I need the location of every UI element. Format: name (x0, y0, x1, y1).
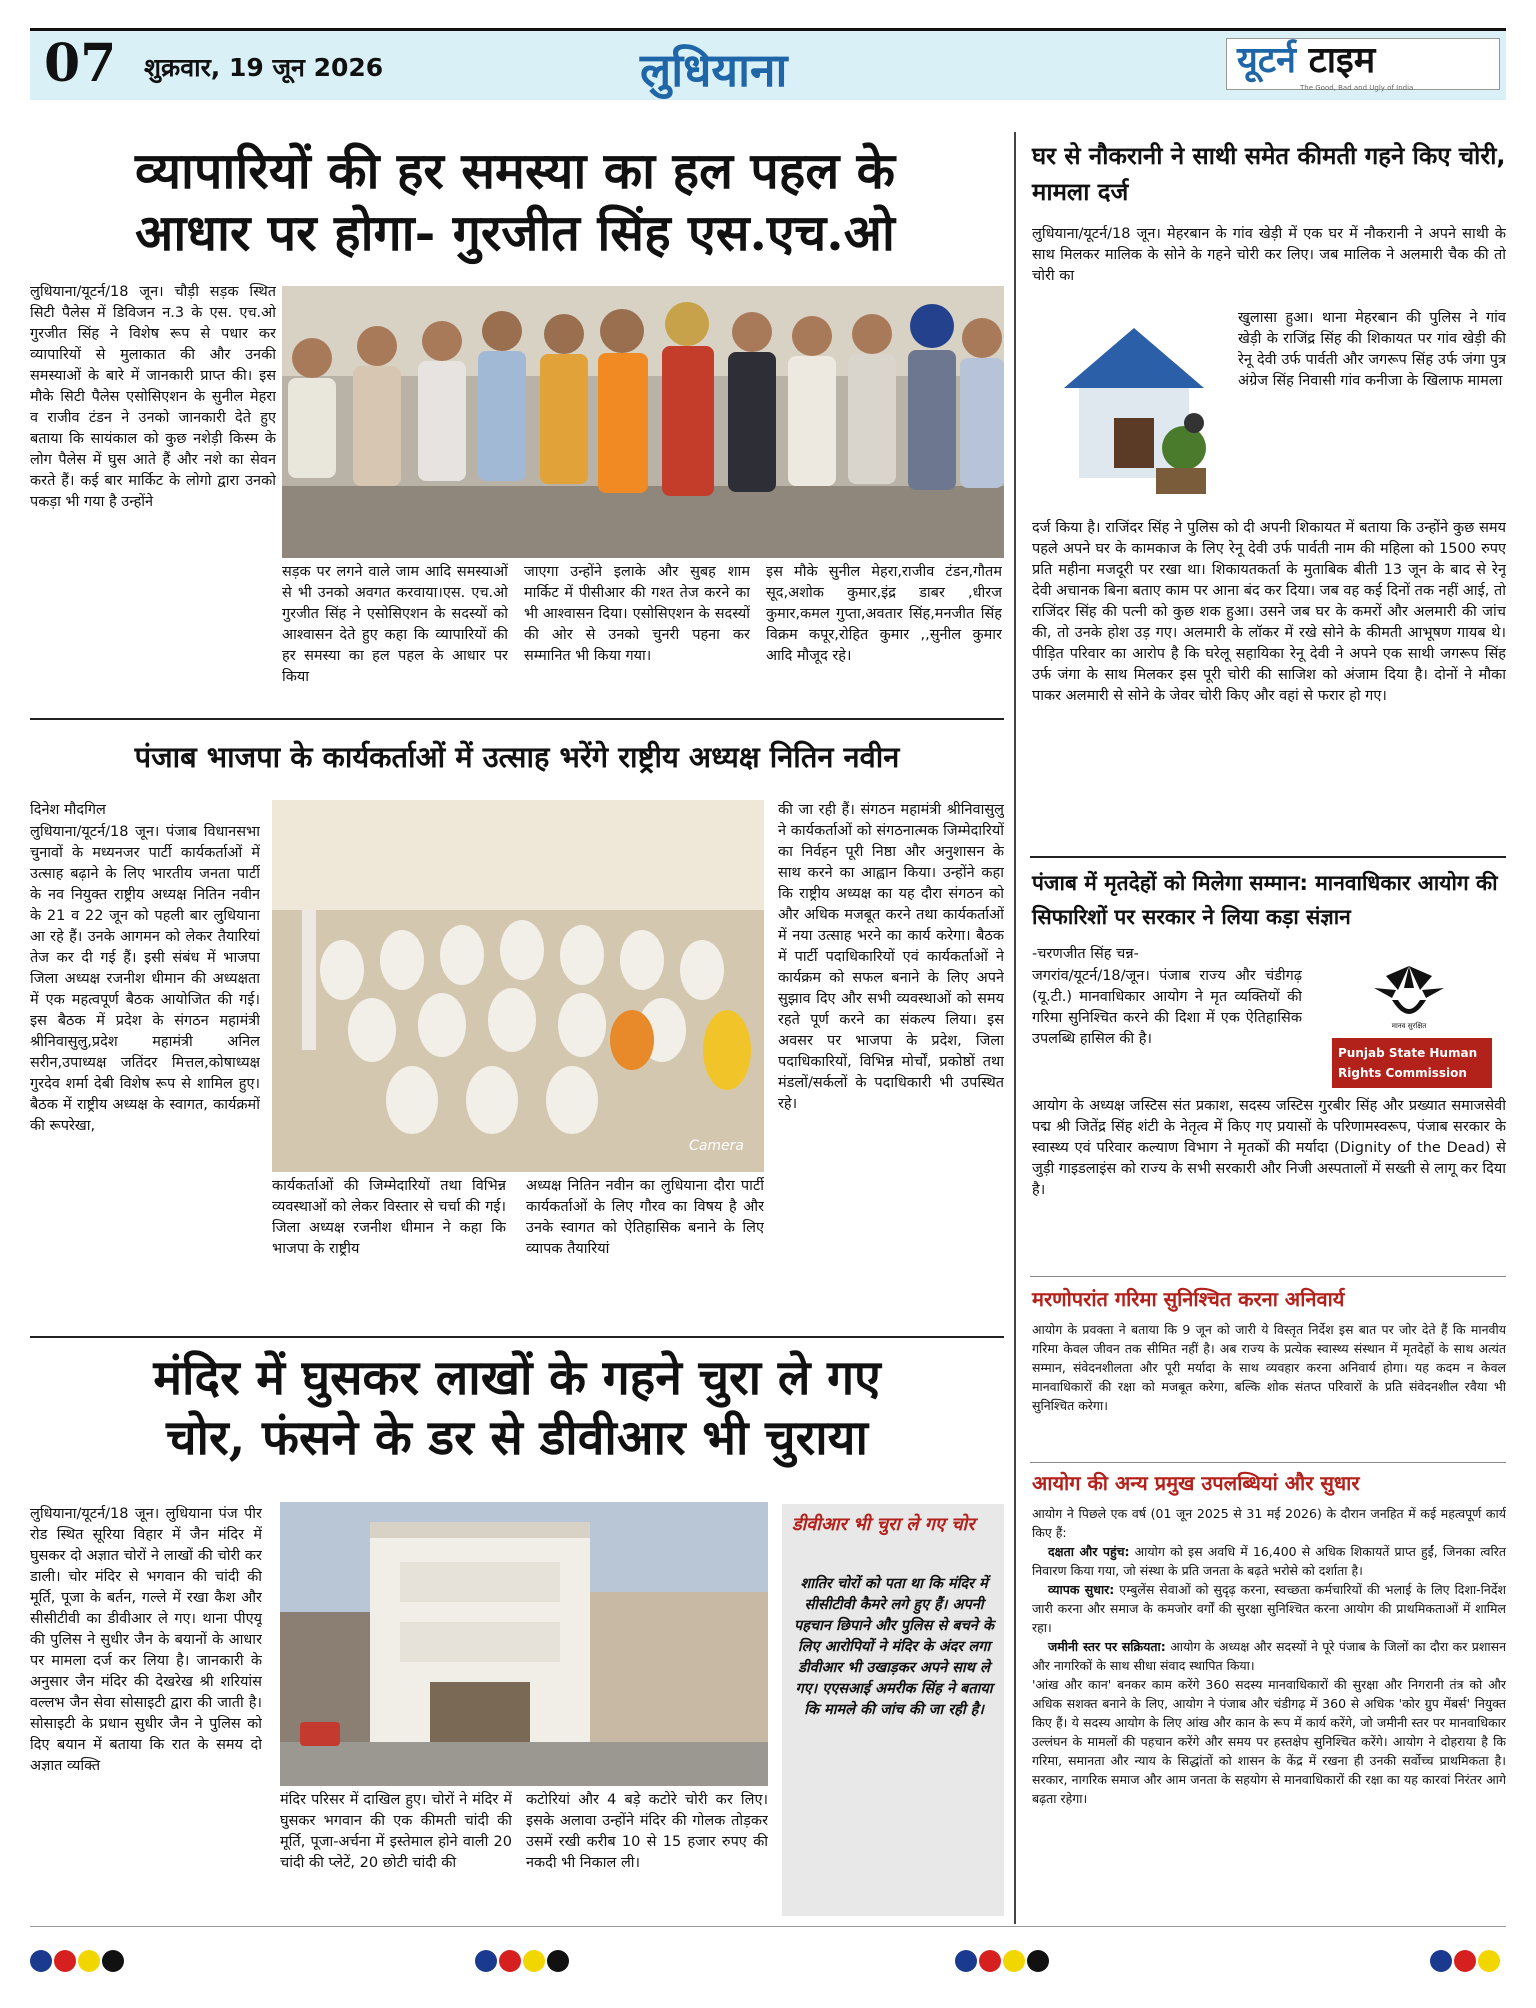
story3-col2-text: मंदिर परिसर में दाखिल हुए। चोरों ने मंदिर में घुसकर भगवान की एक कीमती चांदी की मूर्ति, पूजा-अर्चना में इस्तेमाल होने वाली 20 चांदी की प्लेटें, 20 छोटी चांदी की (280, 1792, 512, 1871)
story1-col2 (282, 562, 508, 712)
story2-col3 (526, 1176, 764, 1326)
story-separator (30, 1336, 1004, 1338)
issue-date: शुक्रवार, 19 जून 2026 (144, 53, 384, 82)
story5-subhead1: मरणोपरांत गरिमा सुनिश्चित करना अनिवार्य (1032, 1287, 1345, 1311)
story5-body (1032, 1096, 1506, 1270)
story5-byline: -चरणजीत सिंह चन्न- (1032, 946, 1139, 962)
item2-label: व्यापक सुधार: (1048, 1582, 1115, 1597)
page-number: 07 (44, 33, 117, 94)
story1-col4 (766, 562, 1002, 712)
story1-col1 (30, 282, 276, 702)
section-city-title: लुधियाना (640, 43, 788, 97)
reg-dot-yellow (523, 1950, 545, 1972)
story2-col4 (778, 800, 1004, 1320)
story2-photo (272, 800, 764, 1172)
story1-photo (282, 286, 1004, 558)
phrc-logo-caption: मानव सुरक्षित (1391, 1022, 1427, 1030)
story3-col1 (30, 1504, 262, 1916)
story5-body-text: आयोग के अध्यक्ष जस्टिस संत प्रकाश, सदस्य जस्टिस गुरबीर सिंह और प्रख्यात समाजसेवी पद्म श्री जितेंद्र सिंह शंटी के नेतृत्व में किए गए प्रयासों के परिणामस्वरूप, पंजाब सरकार के स्वास्थ्य एवं परिवार कल्याण विभाग ने मृतकों की मर्यादा (Dignity of the Dead) से जुड़ी गाइडलाइंस को राज्य के सभी सरकारी और निजी अस्पतालों में सख्ती से लागू कर दिया है। (1032, 1098, 1506, 1198)
logo-tagline: The Good, Bad and Ugly of India (1300, 84, 1414, 92)
story2-col4-text: की जा रही हैं। संगठन महामंत्री श्रीनिवासुलु ने कार्यकर्ताओं को संगठनात्मक जिम्मेदारियों का निर्वहन पूरी निष्ठा और अनुशासन के साथ करने का आह्वान किया। उन्होंने कहा कि राष्ट्रीय अध्यक्ष का यह दौरा संगठन को और अधिक मजबूत करने तथा कार्यकर्ताओं में नया उत्साह भरने का कार्य करेगा। बैठक में पार्टी पदाधिकारियों एवं कार्यकर्ताओं ने कार्यक्रम को सफल बनाने के लिए अपने सुझाव दिए और सभी व्यवस्थाओं को समय रहते पूर्ण करने का संकल्प लिया। इस अवसर पर भाजपा के प्रदेश, जिला पदाधिकारियों, विभिन्न मोर्चों, प्रकोष्ठों तथा मंडलों/सर्कलों के पदाधिकारी भी उपस्थित रहे। (778, 802, 1004, 1112)
story3-headline-line1: मंदिर में घुसकर लाखों के गहने चुरा ले गए (153, 1350, 881, 1406)
story1-col4-text: इस मौके सुनील मेहरा,राजीव टंडन,गौतम सूद,अशोक कुमार,इंद्र डाबर ,धीरज कुमार,कमल गुप्ता,अवतार सिंह,मनजीत सिंह विक्रम कपूर,रोहित कुमार ,,सुनील कुमार आदि मौजूद रहे। (766, 564, 1002, 664)
story4-beside-image (1238, 308, 1506, 518)
column-divider (1014, 132, 1016, 1924)
phrc-logo (1312, 958, 1506, 1092)
story-separator (1030, 856, 1506, 858)
story3-col3 (526, 1790, 768, 1920)
phrc-logo-line2: Rights Commission (1338, 1066, 1467, 1080)
logo-part-2: टाइम (1308, 40, 1376, 81)
story1-headline-line2: आधार पर होगा- गुरजीत सिंह एस.एच.ओ (135, 203, 895, 262)
story1-col2-text: सड़क पर लगने वाले जाम आदि समस्याओं से भी उनको अवगत करवाया।एस. एच.ओ गुरजीत सिंह ने एसोसिएशन के सदस्यों को आश्वासन देते हुए कहा कि व्यापारियों की हर समस्या का हल पहल के आधार पर किया (282, 564, 508, 685)
story2-byline: दिनेश मौदगिल (30, 802, 106, 818)
story-separator (30, 718, 1004, 720)
reg-dot-blue (30, 1950, 52, 1972)
story5-lead (1032, 966, 1302, 1094)
item1-label: दक्षता और पहुंच: (1048, 1544, 1130, 1559)
reg-dot-black (1027, 1950, 1049, 1972)
story3-box-paragraph: शातिर चोरों को पता था कि मंदिर में सीसीटीवी कैमरे लगे हुए हैं। अपनी पहचान छिपाने और पुलिस से बचने के लिए आरोपियों ने मंदिर के अंदर लगा डीवीआर भी उखाड़कर अपने साथ ले गए। एएसआई अमरीक सिंह ने बताया कि मामले की जांच की जा रही है। (793, 1576, 995, 1718)
story2-col1-text: लुधियाना/यूटर्न/18 जून। पंजाब विधानसभा चुनावों के मध्यनजर पार्टी कार्यकर्ताओं में उत्साह बढ़ाने के लिए भारतीय जनता पार्टी के नव नियुक्त राष्ट्रीय अध्यक्ष नितिन नवीन के 21 व 22 जून को पहली बार लुधियाना आ रहे हैं। उनके आगमन को लेकर तैयारियां तेज कर दी गई हैं। इसी संबंध में भाजपा जिला अध्यक्ष रजनीश धीमान की अध्यक्षता में एक महत्वपूर्ण बैठक आयोजित की गई। इस बैठक में प्रदेश के संगठन महामंत्री श्रीनिवासुलु,प्रदेश महामंत्री अनिल सरीन,उपाध्यक्ष जतिंदर मित्तल,कोषाध्यक्ष गुरदेव शर्मा देबी विशेष रूप से शामिल हुए। बैठक में राष्ट्रीय अध्यक्ष के स्वागत, कार्यक्रमों की रूपरेखा, (30, 824, 260, 1134)
reg-dot-blue (955, 1950, 977, 1972)
story3-box-title: डीवीआर भी चुरा ले गए चोर (792, 1514, 975, 1535)
story5-headline: पंजाब में मृतदेहों को मिलेगा सम्मान: मानवाधिकार आयोग की सिफारिशों पर सरकार ने लिया कड़ा संज्ञान (1032, 871, 1498, 929)
phrc-logo-line1: Punjab State Human (1338, 1046, 1478, 1060)
reg-dot-red (1454, 1950, 1476, 1972)
photo-watermark: Camera (689, 1138, 744, 1154)
reg-dot-black (547, 1950, 569, 1972)
item4-text: 'आंख और कान' बनकर काम करेंगे 360 सदस्य मानवाधिकारों की सुरक्षा और निगरानी तंत्र को और अधिक सशक्त बनाने के लिए, आयोग ने पंजाब और चंडीगढ़ में 360 से अधिक 'कोर ग्रुप मेंबर्स' नियुक्त किए हैं। ये सदस्य आयोग के लिए आंख और कान के रूप में कार्य करेंगे, जो जमीनी स्तर पर मानवाधिकार उल्लंघन के मामलों की पहचान करेंगे और समय पर हस्तक्षेप सुनिश्चित करेंगे। आयोग ने दोहराया है कि गरिमा, समानता और न्याय के सिद्धांतों को शासन के केंद्र में रखना ही उनकी सर्वोच्च प्राथमिकता है। सरकार, नागरिक समाज और आम जनता के सहयोग से मानवाधिकारों की रक्षा का यह कारवां निरंतर आगे बढ़ता रहेगा। (1032, 1677, 1506, 1806)
story3-headline-line2: चोर, फंसने के डर से डीवीआर भी चुराया (166, 1410, 868, 1466)
registration-marks (30, 1950, 1506, 1980)
item3-label: जमीनी स्तर पर सक्रियता: (1048, 1639, 1166, 1654)
phrc-logo-banner (1332, 1038, 1492, 1088)
reg-dot-yellow (1003, 1950, 1025, 1972)
footer-rule (30, 1926, 1506, 1927)
reg-dot-black (102, 1950, 124, 1972)
newspaper-logo[interactable] (1226, 38, 1500, 90)
story1-col1-text: लुधियाना/यूटर्न/18 जून। चौड़ी सड़क स्थित सिटी पैलेस में डिविजन न.3 के एस. एच.ओ गुरजीत सिंह ने विशेष रूप से पधार कर व्यापारियों से मुलाकात की और उनकी समस्याओं के बारे में जानकारी प्राप्त की। इस मौके सिटी पैलेस एसोसिएशन के सुनील मेहरा व राजीव टंडन ने उनको जानकारी देते हुए बताया कि सायंकाल को कुछ नशेड़ी किस्म के लोग पैलेस में घुस आते हैं और नशे का सेवन करते हैं। कई बार मार्किट के लोगो द्वारा उनको पकड़ा भी गया है उन्होंने (30, 284, 276, 510)
story1-headline-line1: व्यापारियों की हर समस्या का हल पहल के (134, 141, 896, 200)
story3-col1-text: लुधियाना/यूटर्न/18 जून। लुधियाना पंज पीर रोड स्थित सूरिया विहार में जैन मंदिर में घुसकर दो अज्ञात चोरों ने लाखों की चोरी कर डाली। चोर मंदिर से भगवान की चांदी की मूर्ति, पूजा के बर्तन, गल्ले में रखा कैश और सीसीटीवी का डीवीआर ले गए। थाना पीएयू की पुलिस ने सुधीर जैन के बयानों के आधार पर मामला दर्ज कर लिया है। जानकारी के अनुसार जैन मंदिर की देखरेख श्री शरियांस वल्लभ जैन सेवा सोसाइटी द्वारा की जाती है। सोसाइटी के प्रधान सुधीर जैन ने पुलिस को दिए बयान में बताया कि रात के समय दो अज्ञात व्यक्ति (30, 1506, 262, 1774)
subsection-separator (1030, 1276, 1506, 1277)
reg-dot-yellow (78, 1950, 100, 1972)
story1-col3-text: जाएगा उन्होंने इलाके और सुबह शाम मार्किट में पीसीआर की गश्त तेज करने का भी आश्वासन दिया। एसोसिएशन के सदस्यों की ओर से उनको चुनरी पहना कर सम्मानित भी किया गया। (524, 564, 750, 664)
logo-part-1: यूटर्न (1237, 40, 1297, 81)
story4-illustration (1034, 308, 1230, 504)
story4-body-text: दर्ज किया है। राजिंदर सिंह ने पुलिस को दी अपनी शिकायत में बताया कि उन्होंने कुछ समय पहले अपने घर के कामकाज के लिए रेनू देवी उर्फ पार्वती नाम की महिला को 1500 रुपए प्रति महीना मजदूरी पर रखा था। शिकायतकर्ता के मुताबिक बीती 13 जून के बाद से रेनू देवी अचानक बिना बताए काम पर आना बंद कर दिया। जब वह कई दिनों तक नहीं आई, तो राजिंदर सिंह की पत्नी को कुछ शक हुआ। उसने जब घर के कमरों और अलमारी की जांच की, तो उनके होश उड़ गए। अलमारी के लॉकर में रखे सोने के कीमती आभूषण गायब थे। पीड़ित परिवार का आरोप है कि घरेलू सहायिका रेनू देवी ने अपने एक साथी जगरूप सिंह उर्फ जंगा के साथ मिलकर इस पूरी चोरी की साजिश को अंजाम दिया है। दोनों ने मौका पाकर अलमारी से सोने के जेवर चोरी किए और वहां से फरार हो गए। (1032, 520, 1506, 704)
story2-col2 (272, 1176, 506, 1326)
subsection-separator (1030, 1462, 1506, 1463)
reg-dot-red (54, 1950, 76, 1972)
story2-col3-text: अध्यक्ष नितिन नवीन का लुधियाना दौरा पार्टी कार्यकर्ताओं के लिए गौरव का विषय है और उनके स्वागत को ऐतिहासिक बनाने के लिए व्यापक तैयारियां (526, 1178, 764, 1257)
story3-col2 (280, 1790, 512, 1920)
story1-col3 (524, 562, 750, 712)
story4-beside-image-text: खुलासा हुआ। थाना मेहरबान की पुलिस ने गांव खेड़ी के राजिंद्र सिंह की शिकायत पर गांव खेड़ी की रेनू देवी उर्फ पार्वती और जगरूप सिंह उर्फ जंगा पुत्र अंग्रेज सिंह निवासी गांव कनीजा के खिलाफ मामला (1238, 310, 1506, 389)
story2-headline: पंजाब भाजपा के कार्यकर्ताओं में उत्साह भरेंगे राष्ट्रीय अध्यक्ष नितिन नवीन (134, 740, 900, 774)
story1-headline (30, 140, 1000, 264)
story3-headline (30, 1348, 1004, 1468)
story3-box-text (792, 1574, 996, 1910)
story5-sub2-block (1032, 1504, 1506, 1914)
reg-dot-blue (475, 1950, 497, 1972)
story5-sub2-intro: आयोग ने पिछले एक वर्ष (01 जून 2025 से 31 मई 2026) के दौरान जनहित में कई महत्वपूर्ण कार्य किए हैं: (1032, 1506, 1506, 1540)
reg-dot-red (499, 1950, 521, 1972)
item2-text: एम्बुलेंस सेवाओं को सुदृढ़ करना, स्वच्छता कर्मचारियों की भलाई के लिए दिशा-निर्देश जारी करना और समाज के कमजोर वर्गों की सुरक्षा सुनिश्चित करना आयोग की प्राथमिकताओं में शामिल रहा। (1032, 1582, 1506, 1635)
story2-col1 (30, 822, 260, 1326)
story3-photo (280, 1502, 768, 1786)
reg-dot-yellow (1478, 1950, 1500, 1972)
story3-col3-text: कटोरियां और 4 बड़े कटोरे चोरी कर लिए। इसके अलावा उन्होंने मंदिर की गोलक तोड़कर उसमें रखी करीब 10 से 15 हजार रुपए की नकदी भी निकाल ली। (526, 1792, 768, 1871)
reg-dot-red (979, 1950, 1001, 1972)
item3-text: आयोग के अध्यक्ष और सदस्यों ने पूरे पंजाब के जिलों का दौरा कर प्रशासन और नागरिकों के साथ सीधा संवाद स्थापित किया। (1032, 1639, 1506, 1673)
story5-subhead2: आयोग की अन्य प्रमुख उपलब्धियां और सुधार (1032, 1471, 1360, 1495)
story4-lead (1032, 224, 1506, 308)
story4-headline: घर से नौकरानी ने साथी समेत कीमती गहने किए चोरी, मामला दर्ज (1032, 142, 1506, 206)
story5-sub1-text: आयोग के प्रवक्ता ने बताया कि 9 जून को जारी ये विस्तृत निर्देश इस बात पर जोर देते हैं कि मानवीय गरिमा केवल जीवन तक सीमित नहीं है। अब राज्य के प्रत्येक स्वास्थ्य संस्थान में मृतदेहों के साथ अत्यंत सम्मान, संवेदनशीलता और पूरी मर्यादा के साथ व्यवहार करना अनिवार्य होगा। यह कदम न केवल मानवाधिकारों की रक्षा को मजबूत करेगा, बल्कि शोक संतप्त परिवारों के प्रति संवेदनशील रवैया भी सुनिश्चित करेगा। (1032, 1322, 1506, 1413)
item1-text: आयोग को इस अवधि में 16,400 से अधिक शिकायतें प्राप्त हुईं, जिनका त्वरित निवारण किया गया, जो संस्था के प्रति जनता के बढ़ते भरोसे को दर्शाता है। (1032, 1544, 1506, 1578)
story4-body (1032, 518, 1506, 848)
reg-dot-blue (1430, 1950, 1452, 1972)
story2-col2-text: कार्यकर्ताओं की जिम्मेदारियों तथा विभिन्न व्यवस्थाओं को लेकर विस्तार से चर्चा की गई। जिला अध्यक्ष रजनीश धीमान ने कहा कि भाजपा के राष्ट्रीय (272, 1178, 506, 1257)
story5-lead-text: जगरांव/यूटर्न/18/जून। पंजाब राज्य और चंडीगढ़ (यू.टी.) मानवाधिकार आयोग ने मृत व्यक्तियों की गरिमा सुनिश्चित करने की दिशा में एक ऐतिहासिक उपलब्धि हासिल की है। (1032, 968, 1302, 1047)
story4-lead-text: लुधियाना/यूटर्न/18 जून। मेहरबान के गांव खेड़ी में एक घर में नौकरानी ने अपने साथी के साथ मिलकर मालिक के सोने के गहने चोरी कर लिए। जब मालिक ने अलमारी चैक की तो चोरी का (1032, 226, 1506, 284)
